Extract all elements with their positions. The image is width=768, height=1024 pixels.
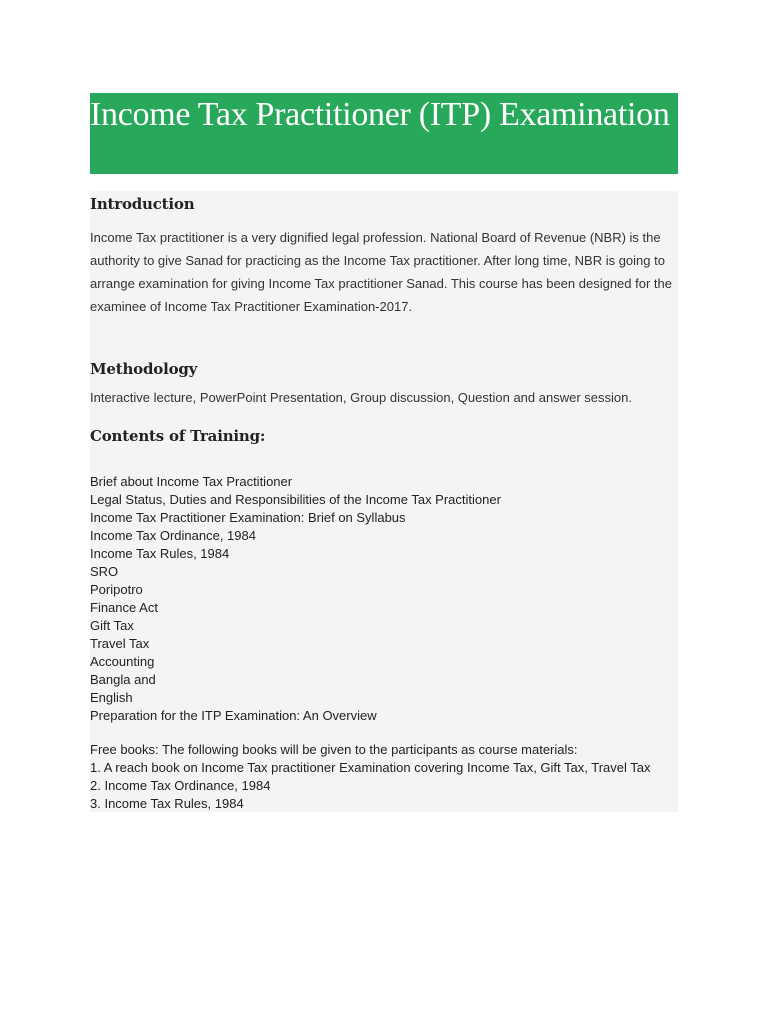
list-item: Accounting: [90, 654, 155, 669]
list-item: Finance Act: [90, 600, 158, 615]
free-books-intro: Free books: The following books will be given to the participants as course materials:: [90, 742, 578, 757]
introduction-paragraph: Income Tax practitioner is a very dignified legal profession. National Board of Revenue (NBR) is the authority to give Sanad for practicing as the Income Tax practitioner. After long time, NBR is going to arrange examination for giving Income Tax practitioner Sanad. This course has been designed for the examinee of Income Tax Practitioner Examination-2017.: [90, 230, 672, 314]
free-books-list: [90, 741, 651, 813]
list-item: Income Tax Practitioner Examination: Brief on Syllabus: [90, 510, 406, 525]
list-item: Poripotro: [90, 582, 143, 597]
list-item: Preparation for the ITP Examination: An Overview: [90, 708, 377, 723]
methodology-heading: Methodology: [90, 360, 198, 378]
introduction-heading: Introduction: [90, 195, 195, 213]
list-item: Travel Tax: [90, 636, 150, 651]
list-item: Legal Status, Duties and Responsibilities of the Income Tax Practitioner: [90, 492, 501, 507]
list-item: Income Tax Ordinance, 1984: [90, 528, 256, 543]
title-banner: [90, 93, 678, 174]
contents-heading: Contents of Training:: [90, 427, 266, 445]
list-item: 2. Income Tax Ordinance, 1984: [90, 778, 271, 793]
list-item: Bangla and: [90, 672, 156, 687]
list-item: Income Tax Rules, 1984: [90, 546, 230, 561]
list-item: SRO: [90, 564, 119, 579]
list-item: Gift Tax: [90, 618, 134, 633]
list-item: Brief about Income Tax Practitioner: [90, 474, 293, 489]
methodology-paragraph: Interactive lecture, PowerPoint Presentation, Group discussion, Question and answer session.: [90, 390, 632, 405]
list-item: 1. A reach book on Income Tax practitioner Examination covering Income Tax, Gift Tax, Travel Tax: [90, 760, 651, 775]
list-item: English: [90, 690, 133, 705]
content-panel: [90, 191, 678, 812]
list-item: 3. Income Tax Rules, 1984: [90, 796, 244, 811]
contents-list: [90, 473, 501, 725]
page-title: Income Tax Practitioner (ITP) Examination: [90, 96, 670, 133]
